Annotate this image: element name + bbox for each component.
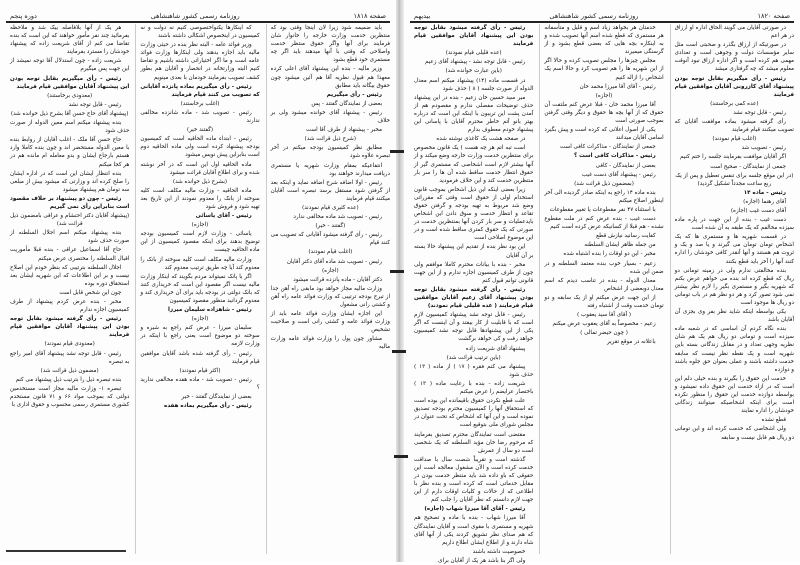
parenthetical-note: (اغلب قیام نمودند) <box>712 136 757 143</box>
parenthetical-note: (معدودی قیام نمودند) <box>44 341 95 348</box>
speaker-paragraph: رئیس - رأی میگیریم بماده پانزده آقایانی که تصویب می کنند قیام فرمایند <box>140 83 260 98</box>
paragraph: گذشته است و تقریباً شصت سال با صداقت خدمت کرده است و الآن مشغول معالجه است این حقوقی که باو داده شد باید منتظر خدمت بودن در مقابل خدماتی است که کرده است و بنده نظر با اطلاعی که از حالات و کلیات اوقات دارم از این جهت لازم دانستم که نظر آقایان را جلب کنم <box>414 456 534 504</box>
paragraph: در صورتی آقایان می گویند الحاق اداره او ارزاق در هر اعم <box>674 25 794 40</box>
paragraph: خدمتان هر بخواهد زیاد اسم و قلیل و متأسفانه هر مستمری که قطع شده اسم آنها تصویب شده و به اینکاره بچه هایی که بعضی قطع بشود و از گرسنگی میمیرند <box>544 25 664 56</box>
paragraph: در صفحه هشت یک کاغذی نوشته شده <box>436 136 526 143</box>
paragraph: وزارت مالیه مکلف است کلیه سوخته از بانک را معدوم کند آیا چه طریق ترتیب معدوم کند <box>140 256 260 271</box>
speaker-paragraph: رئیس - مذاکرات کافی است ؟ <box>573 153 656 160</box>
paragraph: ماده الحاقیه اول این است که در آخر نوشته شده و برای اطلاع آقایان قرائت میشود <box>140 161 260 176</box>
paragraph: رئیس - قابل توجه نشد <box>733 109 786 116</box>
paragraph: خصوصیت داشته باشند <box>472 548 526 555</box>
paragraph: این اجازه ایشان وزارت فوائد عامه باید از وزارت فوائد عامه و کشتی رانی است و صلاحیت تشخیص <box>270 311 390 334</box>
column <box>410 24 534 564</box>
speaker-paragraph: رئیس - رأی میگیریم بقابل توجه بودن این پیشنهاد آقایان موافقین قیام فرمایند <box>10 75 130 90</box>
left-page <box>0 0 396 562</box>
speaker-paragraph: رئیس - شاهزاده سلیمان میرزا <box>167 307 252 314</box>
paragraph: شریعت زاده - بنده با رعایت ماده ( ۱۳ ) باختصار عرایضم را عرض میکنم <box>414 380 534 396</box>
paragraph: مخبر - بنده با بیانات محترم کاملا موافقم ولی چون از طرف کمیسیون اجازه ندارم و از این جهت قانونی توانم قبول کنم <box>414 261 534 284</box>
paragraph: من جمله ظاهر ایشان السلطنه <box>584 242 656 249</box>
paragraph: با استثناء ۴۷ نفر مقطوعات یا تغییر مقطوعات <box>549 206 656 213</box>
paragraph: بنده مخالفتی ندارم ولی در زمینه تومانی دو ریال که قطع کرده اند بنده می خواهم عرض بکنم که شهریه بگیر و مستمری بگیر را لازم نظر بیشتر نمی شود تصور کرد و هر دو نظر هم در باب تومانی دو ریال ها موجود است <box>674 267 794 306</box>
newspaper-title: روزنامه رسمی کشور شاهنشاهی <box>150 12 240 20</box>
column <box>266 24 390 554</box>
parenthetical-note: (اغلب قیام نمودند) <box>308 249 353 256</box>
paragraph: خدمت این حقوق را بگیرند و بنده خیلی دلم این است که در ازاء خدمت این حقوق داده نمیشود و بواسطه دوازده خدمت این حقوق را منظور نکرده است برای اینکه اشخاصیکه میتوانند زندگانی خودشان را اداره نمایند <box>674 375 794 415</box>
header-rule <box>6 21 390 23</box>
speaker-paragraph: رئیس - ماده ۱۴ <box>743 189 786 196</box>
paragraph: از این جهت عرض میکنم او از یک سابقه و دو تومان خدمت وقت از اشتباه رفته <box>544 294 664 309</box>
paragraph: رأی گرفته میشود بماده موافقت آقایان که تصویب میکنند قیام فرمایند <box>674 119 794 134</box>
paragraph: این بود نظر بنده از تقدیم این پیشنهاد حالا بسته بر آن آقایان <box>414 244 534 259</box>
speaker-paragraph: رئیس - رأی گرفته میشود بقابل توجه بودن این پیشنهاد آقایان موافقین قیام فرمایند <box>414 25 534 48</box>
paragraph: مجلس چیزها را مجلس تصویب کرده و حالا اگر از این شهریه ها را هم تصویب کرد و حالا اسم یک اشخاص را ازاله کنیم <box>544 58 664 81</box>
parenthetical-note: ( آقای آقا سید یعقوب ) <box>576 312 632 319</box>
binding-mark <box>392 350 406 353</box>
paragraph: رئیس - قابل توجه نشد پیشنهاد کمیسیون لازم است که با قابلیت از کار بیفتد و آن اینست که اگر یکی از این پیشنهادها قابل توجه نشد کمیسیون خواهد رفت و کی خواهد برگشت <box>414 312 534 343</box>
paragraph: بعضی از نمایندگان گفتند - پس <box>311 100 382 107</box>
paragraph: پیشنهاد آقای شریعت زاده <box>465 345 526 352</box>
binding-mark <box>394 455 408 458</box>
paragraph: میر سید حسین خان زعیم - بنده در این پیشنهاد حذف توضیحات مفصلی ندارم و مقصودم هم از آمدن پشت این تریبون با اینکه این است که درباره بهتر بانو آتم خاطر محترم آقایان با پاسانی این پیشنهاد خودم معطوف بدارم <box>414 94 534 134</box>
header-rule <box>410 21 794 23</box>
paragraph: بعضی از نمایندگان گفتند - خیر <box>181 394 252 401</box>
paragraph: دست غیب - بنده از این جهت در پاره ماده سیزده مخالفم که یک طبقه به آن شده است <box>674 217 794 232</box>
parenthetical-note: (اغلب برخاستند) <box>180 100 220 107</box>
paragraph: باید ضمیمه شود زیرا لان اینجا وقتی بود که منتظرین خدمت وزارت خارجه را خانوار شان فرمایند برای آنها واگر حقوق منتظر خدمت واصلاحی که وقتی با آنها میدهند باید اگر چه مستمری خود قطع بشود <box>270 25 390 64</box>
paragraph: حاج آقا اسماعیل عراقی - بنده قبلا مأموریت اقبال السلطنه را مختصری عرض میکنم <box>10 247 130 262</box>
paragraph: در قسمت ماده (۱۴) پیشنهاد میکنم اسم معدل الدوله از صورت جلسه ( ۸ ) حذف شود <box>414 77 534 92</box>
column <box>670 24 794 554</box>
paragraph: رئیس - قابل توجه نشد <box>68 101 122 108</box>
paragraph: مخبر - این دو اوقات را بنده اشتباه شده <box>563 251 656 258</box>
section-label: دوره پنجم <box>10 12 37 20</box>
parenthetical-note: (اجازه) <box>191 316 209 323</box>
paragraph: شریعت زاده - چون استدلال آقا توجه نمیشد از این جهت پس میگیرم <box>10 58 130 73</box>
parenthetical-note: (عده قلیلی قیام نمودند) <box>445 50 502 57</box>
parenthetical-note: (در این موقع جلسه برای تنفس تعطیل و پس از یک ربع ساعت مجدداً تشکیل گردید) <box>675 172 794 187</box>
paragraph: که اینکارها یکنواختصوصی کنیم نه دولت و نه کمیسیون در اینخصوص اشکالی داشته باشند <box>140 25 260 40</box>
paragraph: چون این شخص قابل است <box>59 289 122 296</box>
paragraph: رئیس - اولا اضافه شرح اضافه نماید و اینکه بعد از گرفتن شود مستقل برسد تبصره است آقایان میکنند قیام فرمایند <box>270 179 390 202</box>
paragraph: اگر با پانک نمیتواند مردم بگویند که اینکار وزارت مالیه نیست اگر مقصود این است که خریداری کنند که بانک دولتی در بودجه باید برای آن خریداری کند و معدوم گردانید منظور مقصود کمیسیون <box>140 273 260 304</box>
paragraph: مخبر - بنده عرض کردم پیشنهاد از طرف کمیسیون اجازه ندارم <box>10 299 130 314</box>
paragraph: ولی اگر بنا باشد هر یک از آقایان برای <box>438 557 526 564</box>
paragraph: هر یک از آنها بلافاصله بیک شد و ملاحظه بفرمائید چند نفر مأمور خواهند که این است که بنده تقاضا می کنم از آقای شریعت زاده که پیشنهاد خودشان را مسترد بفرمایند <box>10 25 130 56</box>
speaker-paragraph: رئیس - آقای آقا میرزا شهاب (اجازه) <box>424 506 526 513</box>
speaker-paragraph: رئیس - رأی میگیریم <box>326 91 382 98</box>
column <box>6 24 129 554</box>
paragraph: تبصره ۱- وزارت مالیه مجاز است مستخدمین دولتی که بموجب مواد ۶۶ و ۷۱ قانون مستخدم کشوری مستمری رسمی محسوب و حقوق اداری با <box>10 385 130 409</box>
paragraph: جمعی از نمایندگان - مذاکرات کافی است <box>560 144 656 151</box>
paragraph: حاج حسن آقا ملک - اغلب آقایان از روابط بنده با معین الدوله مستحضر اند و چون بنده کاملا وارد هستم بارجاع ایشان و بدو معامله ام مانده هم در هر کجا میکنم <box>10 137 130 168</box>
newspaper-title: روزنامه رسمی کشور شاهنشاهی <box>549 12 639 20</box>
column <box>135 24 259 554</box>
paragraph: بعضی از نمایندگان - کافی <box>595 162 656 169</box>
right-page-columns <box>410 24 794 564</box>
paragraph: رئیس - رأی گرفته شده باشد آقایان موافقین قیام فرمایند <box>140 350 260 365</box>
paragraph: رئیس - آقای آقا میرزا محمد خان <box>579 83 656 90</box>
parenthetical-note: (گفتند - خیر) <box>315 223 346 230</box>
parenthetical-note: (مضمون ذیل قرائت شد) <box>40 367 99 374</box>
paragraph: مخبر - پیشنهاد از طرف آقا است <box>305 127 382 134</box>
column <box>539 24 663 554</box>
paragraph: پیشنهاد می کنم فقره ( ۱۷ ) از ماده ( ۱۳ ) حذف شود <box>414 363 534 378</box>
speaker-paragraph: رئیس - رأی گرفته میشود بقابل توجه بودن پیشنهاد آقای زعیم آقایان موافقین قیام فرمایند ( عده قلیلی قیام نمودند) <box>414 286 534 310</box>
paragraph: زعیم - بسیار خوب بنده معتمد السلطنه و در ضمن این شده <box>544 260 664 275</box>
paragraph: اجلال السلطنه بترتیبی که بنظر خودم این اصلاح نیست و بر این اطلاعات که این شهریه ایشان بعد استحقاق دوره بوده <box>10 264 130 287</box>
parenthetical-note: (باین عبارت خوانده شد) <box>445 68 502 75</box>
paragraph: یکی بواسطه اینکه شاید نظر بفر وی بجزی آن آقایان باشد <box>674 309 794 324</box>
paragraph: باعلانه در موقع تقریر <box>606 339 656 346</box>
parenthetical-note: (پیشنهاد آقایان دکتر احتشام و عراقی بامضمون ذیل قرائت شد) <box>10 213 130 228</box>
paragraph: رئیس - تصویب شد ماده آقای دکتر آقایان <box>286 258 382 265</box>
page-number: صفحه ۱۸۱۸ <box>353 12 386 20</box>
paragraph: رئیس - تصویب شد <box>741 145 786 152</box>
paragraph: مطابق نظر کمیسیون بودجه میکنم در آخر تبصره علاوه شود <box>270 145 390 160</box>
parenthetical-note: (پیشنهاد آقای حاج حسن آقا بشرح ذیل خوانده شد) <box>10 110 129 117</box>
paragraph: زیرا بعضی اینکه این ذیل اشخاص بموجب قانون استخدام اولی از حقوق است وقتی که مقرراتی وضع شد مربوط به تهیه بودجه و گرفتن حقوق تقاعد و انتظار خدمت و سوق دادن این اشخاص بایدعملیات و سر بار کردن آنها بمنتظرین خدمت در صورتی که یک حقوق کمتری ساقط شده است و در این موضوع اصلاحی است <box>414 186 534 242</box>
speaker-paragraph: رئیس - چون دو پیشنهاد بر خلاف مقصود است بنابراین رأی نمی گیریم <box>10 195 130 210</box>
speaker-paragraph: رئیس - رأی میگیریم بماده هفده <box>164 403 252 410</box>
parenthetical-note: (اکثر قیام نمودند) <box>179 367 221 374</box>
left-page-columns <box>6 24 390 554</box>
paragraph: بنده نگاه کردم آن اساسی که در شعبه ماده سیزده است و تومانی دو ریال هم یک هم شان نظریه وجهی تعداد و در مقابل زندگانی بسته باین شهریه است و یک نقطه نظر نیست که سابقه خدمت داشته باشند و عملی بعنوان حق جلوه باشند و دوازده <box>674 326 794 373</box>
paragraph: یکی از اصول اعلانی که کرده است و پیش بگیرد اسامی آقایان میدانند <box>544 127 664 142</box>
paragraph: مشاور چون پول را وزارت فوائد عامه وزارت مالیه <box>270 336 390 351</box>
speaker-paragraph: رئیس - رأی میگیریم بقابل توجه بودن پیشنهاد آقای کازرونی آقایان موافقین قیام فرمایند <box>674 75 794 98</box>
paragraph: رئیس - پیشنهاد آقای دست غیب <box>581 171 656 178</box>
paragraph: آقا میرزا محمد خان - قبلا عرض کنم ملتفت آن حقوق که از آنها بچه ها حقوق و دیگر وقتی گرفتن بموجب صورتی است <box>544 101 664 125</box>
paragraph: زعیم - مخصوصاً به آقای یعقوب عرض میکنم <box>552 321 656 328</box>
left-page-header <box>6 6 390 20</box>
paragraph: در صورتیکه از ارزاق بگذرد و صحبتی است مثل سایر مؤسسات دولت و وجوهی است و تعدادی مهمی هم کرده است و اگر اداره ارزاق نبود آنوقت معلوم میشد که چه گرفتاری میشد <box>674 42 794 73</box>
parenthetical-note: (عده کمی برخاستند) <box>710 100 759 107</box>
paragraph: آقای دست غیب (اجازه) <box>730 207 786 214</box>
paragraph: علت قطع نکردن حقوق باقیمانده این بوده است که استحقاق آنها را کمیسیون محترم بودجه تصدیق نموده است و این آنها که اشخاص که تحت عنوان در مجلس شورای ملی بتوقیع است <box>414 398 534 429</box>
paragraph: بنده پیشنهاد میکنم اسم معین الدوله از صورت حذف شود <box>10 120 130 135</box>
parenthetical-note: (گفتند خیر) <box>186 127 214 134</box>
paragraph: رئیس - تصویب شد - ماده شانزده مخالفی ندارند <box>140 109 260 125</box>
paragraph: رئیس - رأی گرفته میشود آقایانی که تصویب می کنند قیام <box>270 232 390 247</box>
paragraph: وزیر مالیه - بنده این پیشنهاد آقای اعلی کرده معهذا هم قبول نظریه آقا هم آئین میشود چون حقوق بیگانه باید مطابق <box>270 66 390 89</box>
paragraph: رئیس - تصویب شد ماده مخالفی ندارد <box>293 214 382 221</box>
right-page-header <box>410 6 794 20</box>
paragraph: دکتر آقایان - ماده پانزده قرائت میشود <box>293 276 382 283</box>
paragraph: جمعی از نمایندگان - صحیح است <box>710 163 786 170</box>
parenthetical-note: (اجازه) <box>595 92 613 99</box>
page-gutter <box>396 0 404 562</box>
section-label: بیدیهم <box>414 12 431 20</box>
parenthetical-note: (بشرح ذیل خوانده شد) <box>172 178 228 185</box>
paragraph: رئیس - ابتداء ماده الحاقیه است که کمیسیون بودجه پیشنهاد کرده است ولی ماده الحاقیه دوم است بنابراین پیش نویس میشود <box>140 136 260 159</box>
paragraph: است تبه اتم هر چه هست ) یک قانون مخصوص برای منتظرین خدمت وزارت خارجه وضع میکند و از آنها بیشتر لازم است اشخاصی که مستمری گیر از حقوق انتظار خدمت ساقط شده آن ها را سر بار منتظرین خدمت کند و این خلاف فرمودید <box>414 145 534 184</box>
parenthetical-note: ( چون حیضر تمالی ) <box>580 330 628 337</box>
bottom-rule <box>6 550 126 552</box>
paragraph: سلیمان میرزا - عرض کنم راجع به شیره و سوخته دو موضوع است یعنی راجع با اینکه در وزارت لازمه <box>140 325 260 348</box>
paragraph: معدل الدوله - بنده در تناسب دیدم که اسم معدل دوبعضی از اشخاص <box>544 277 664 292</box>
paragraph: رئیس - قابل توجه نشد - پیشنهاد آقای زعیم <box>424 59 526 66</box>
paragraph: آقا میرزا شهاب - بنده با ماده و تصحیح هم شهریه و مستمری با مقوی است و آقایان نمایندگان که هم صدای نظر تشویق کردند یکی از آنها آقای شاه دارند و از اطلاع ایشان اطلاع داریم <box>414 515 534 546</box>
paragraph: رئیس - پیشنهاد آقای خوانده میشود ولی بر خلاف <box>270 109 390 125</box>
paragraph: ولی اشخاصی که خدمت کرده اند و این تومانی دو ریال هم قابل نیست و سابقه <box>674 426 794 441</box>
paragraph: ماده الحاقیه - وزارت مالیه مکلف است کلیه سوخته از بانک را معدوم نمودند از این تاریخ بعد تهیه شود و فروش شود <box>140 187 260 210</box>
paragraph: در قسمت شهریه ها و مستمری ها که یک اشخاص تومان تومان می گیرند و یا صد و یک و ثروت هم هستند و آنها آنقدر کافی خودشان را اداره کنند آنها را آخر باید قطع بکنند <box>674 234 794 265</box>
paragraph: بنده پیشنهاد میکنم اسم اجلال السلطنه از صورت حذف شود <box>10 230 130 245</box>
paragraph: انتفاعیکه بمقام وزارت شهریه یا مستمری دریافت میدارند خواهند بود <box>270 162 390 177</box>
paragraph: وزیر فوائد عامه - البته نظر بنده در حیثی وزارت مالیه باید اجازه بدهند ولی اینکارها وزارت فوائد عامه است و ما اگر اختیاراتی داشته باشیم و تقاضا کنیم البته وزارتخانه در انحصار و آقایان هم بطور کشف تصویب بفرمایند خودمان با بعدی مینویم <box>140 42 260 81</box>
paragraph: یاسائی - وزارت لازم است کمیسیون بودجه توضیح بدهند برای اینکه مقصود کمیسیون از این ماده الحاقیه چیست <box>140 231 260 254</box>
paragraph: رئیس - قابل توجه نشد پیشنهاد آقای امیر راجع به تبصره <box>10 350 130 365</box>
paragraph: دست غیب - بنده عرض کنم در ملت مقطوع نشده - هم قبلا از کسانیکه عرض کرده است کنیم <box>544 216 664 231</box>
paragraph: وزارت مالیه مجاز خواهد بود مابقی راه آهن جدا از تبرج بودجه ترتیبی که وزارت فوائد عامه راه آهن و کشتی رانی مشغول <box>270 285 390 308</box>
binding-mark <box>390 150 404 153</box>
parenthetical-note: (عده کثیری قیام نمودند) <box>302 204 359 211</box>
parenthetical-note: (اجازه) <box>321 267 339 274</box>
paragraph: بنده ماده ۱۴ راجع به اینکه صادر گردیده الی آخر اینطور اصلاح میکنم <box>544 189 664 204</box>
speaker-paragraph: رئیس - رأی گرفته میشود بقابل توجه بودن این پیشنهاد آقایان موافقین قیام فرمایند <box>10 316 130 339</box>
paragraph: قطع نشده <box>761 417 786 424</box>
parenthetical-note: (بمضمون ذیل قرائت شد) <box>574 180 634 187</box>
paragraph: رئیس - تصویب شد - ماده هفده مخالفی ندارید ؟ <box>140 376 260 391</box>
parenthetical-note: (معدودی برخاستند) <box>47 92 93 99</box>
paragraph: کفایت رسانید نیازش قطع <box>596 233 656 240</box>
speaker-paragraph: رئیس - آقای یاسائی <box>195 213 252 220</box>
paragraph: آقای رهنما (اجازه) <box>743 198 786 205</box>
parenthetical-note: (شرح ذیل قرائت شد) <box>304 136 357 143</box>
paragraph: مقتضی است تمایندگان محترم تصدیق بفرمایند که مرحوم رضا خان مؤید السلطنه که یک شخصی است دو سال از عمرش <box>414 431 534 454</box>
parenthetical-note: (باین ترتیب قرائت شد) <box>446 354 501 361</box>
paragraph: بنده انتظار ایشان این است که در اداره ایشان را صلح کرده اند و وزارتی که میشود بیش از مبلغی سه تومان هم پیشنهاد میشود <box>10 170 130 193</box>
page-number: صفحه ۱۸۲۰ <box>757 12 790 20</box>
right-page <box>404 0 800 562</box>
paragraph: بنده تبصره ذیل را بترتیب ذیل پیشنهاد می کنم <box>15 376 122 383</box>
paragraph: اگر آقایان موافقت بفرمایند جلسه را ختم کنیم <box>679 154 786 161</box>
parenthetical-note: (اجازه) <box>191 222 209 229</box>
binding-mark <box>390 270 404 273</box>
